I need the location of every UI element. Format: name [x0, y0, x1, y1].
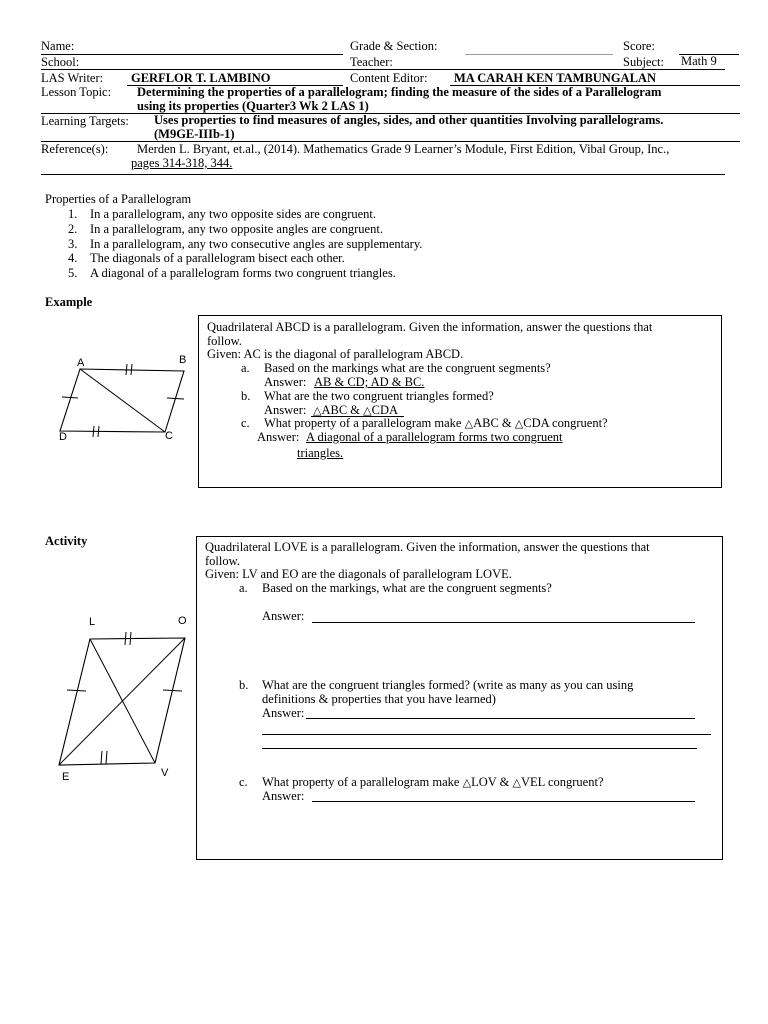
- learning-targets-line2: (M9GE-IIIb-1): [154, 127, 235, 141]
- tick-dc-1: [93, 426, 94, 437]
- las-writer-value: GERFLOR T. LAMBINO: [131, 71, 271, 85]
- vertex-label-c: C: [165, 430, 173, 442]
- activity-given: Given: LV and EO are the diagonals of parallelogram LOVE.: [205, 567, 512, 581]
- activity-qb-text-line1: What are the congruent triangles formed? (write as many as you can using: [262, 678, 634, 692]
- property-text: A diagonal of a parallelogram forms two congruent triangles.: [90, 266, 396, 281]
- example-qb-answer-t2: CDA: [371, 403, 399, 417]
- activity-qa-letter: a.: [239, 581, 248, 595]
- lesson-topic-line2: using its properties (Quarter3 Wk 2 LAS 1): [137, 99, 369, 113]
- lesson-topic-line1: Determining the properties of a parallelogram; finding the measure of the sides of a Parallelogram: [137, 85, 662, 99]
- vertex-label-e: E: [62, 771, 70, 783]
- example-intro-line2: follow.: [207, 334, 242, 348]
- example-qb-answer-label: Answer:: [264, 403, 307, 417]
- content-editor-label: Content Editor:: [350, 71, 428, 85]
- example-qa-answer: AB & CD; AD & BC.: [314, 375, 425, 389]
- property-text: The diagonals of a parallelogram bisect each other.: [90, 251, 345, 266]
- activity-qb-answer-field-1[interactable]: [306, 718, 695, 719]
- property-number: 2.: [68, 221, 78, 236]
- school-label: School:: [41, 55, 80, 69]
- activity-qb-answer-field-2[interactable]: [262, 734, 711, 735]
- example-qb-text: What are the two congruent triangles formed?: [264, 389, 494, 403]
- activity-qc-answer-label: Answer:: [262, 789, 305, 803]
- example-qc-answer-line1: A diagonal of a parallelogram forms two congruent: [306, 430, 563, 444]
- tick-lo-2: [130, 632, 131, 645]
- example-qc-answer-line2: triangles.: [297, 446, 344, 460]
- grade-section-label: Grade & Section:: [350, 39, 438, 53]
- properties-title: Properties of a Parallelogram: [45, 192, 192, 206]
- diagonal-eo: [59, 638, 185, 765]
- example-qc-text-pre: What property of a parallelogram make: [264, 416, 462, 430]
- property-number: 1.: [68, 207, 78, 221]
- name-line: [41, 54, 343, 55]
- tick-ev-2: [106, 751, 107, 764]
- property-text: In a parallelogram, any two consecutive angles are supplementary.: [90, 236, 423, 251]
- vertex-label-a: A: [77, 357, 85, 369]
- las-writer-label: LAS Writer:: [41, 71, 104, 85]
- tick-le: [67, 690, 86, 691]
- property-number: 5.: [68, 266, 78, 281]
- example-qa-text: Based on the markings what are the congruent segments?: [264, 361, 551, 375]
- activity-qc-letter: c.: [239, 775, 248, 789]
- example-qc-letter: c.: [241, 416, 250, 430]
- activity-qc-t2: VEL congruent?: [521, 775, 604, 789]
- parallelogram-love-figure: [52, 620, 202, 780]
- tick-dc-2: [98, 426, 99, 437]
- tick-ov: [163, 690, 182, 691]
- example-qc-amp: &: [501, 416, 512, 430]
- property-text: In a parallelogram, any two opposite angles are congruent.: [90, 221, 383, 236]
- activity-qa-answer-field[interactable]: [312, 622, 695, 623]
- vertex-label-l: L: [89, 616, 96, 628]
- triangle-icon: △: [514, 418, 524, 430]
- reference-line1: Merden L. Bryant, et.al., (2014). Mathematics Grade 9 Learner’s Module, First Edition, Vibal Group, Inc.,: [137, 142, 670, 156]
- example-heading: Example: [45, 295, 93, 309]
- example-qb-answer-t1: ABC: [321, 403, 348, 417]
- property-number: 3.: [68, 236, 78, 251]
- subject-label: Subject:: [623, 55, 664, 69]
- grade-section-line: [465, 54, 613, 55]
- activity-qa-answer-label: Answer:: [262, 609, 305, 623]
- property-text: In a parallelogram, any two opposite sides are congruent.: [90, 207, 377, 221]
- activity-qc-t1: LOV: [471, 775, 497, 789]
- tick-ev-1: [101, 751, 102, 764]
- activity-qc-text: [262, 775, 604, 790]
- activity-qc-text-pre: What property of a parallelogram make: [262, 775, 460, 789]
- tick-ab-1: [126, 364, 127, 375]
- activity-qb-answer-label: Answer:: [262, 706, 305, 720]
- activity-qb-letter: b.: [239, 678, 249, 692]
- activity-heading: Activity: [45, 534, 88, 548]
- example-qc-t2: CDA congruent?: [523, 416, 608, 430]
- example-given: Given: AC is the diagonal of parallelogram ABCD.: [207, 347, 464, 361]
- example-qb-answer-amp: &: [350, 403, 361, 417]
- vertex-label-v: V: [161, 767, 169, 779]
- tick-bc: [167, 398, 184, 399]
- example-qc-t1: ABC: [473, 416, 499, 430]
- activity-qc-amp: &: [499, 775, 510, 789]
- triangle-icon: △: [512, 777, 521, 789]
- reference-line2: pages 314-318, 344.: [131, 156, 233, 170]
- triangle-icon: △: [313, 405, 322, 417]
- activity-qb-answer-field-3[interactable]: [262, 748, 697, 749]
- learning-targets-label: Learning Targets:: [41, 114, 129, 128]
- vertex-label-b: B: [179, 354, 187, 366]
- activity-intro-line1: Quadrilateral LOVE is a parallelogram. Given the information, answer the questions that: [205, 540, 650, 554]
- tick-lo-1: [125, 632, 126, 645]
- diagonal-ac: [80, 369, 165, 432]
- example-qc-text: [264, 416, 608, 431]
- parallelogram-abcd-figure: [54, 354, 200, 446]
- example-qb-letter: b.: [241, 389, 251, 403]
- reference-line: [41, 174, 725, 175]
- reference-label: Reference(s):: [41, 142, 109, 156]
- activity-qc-answer-field[interactable]: [312, 801, 695, 802]
- content-editor-value: MA CARAH KEN TAMBUNGALAN: [454, 71, 656, 85]
- example-qc-answer-label: Answer:: [257, 430, 300, 444]
- example-intro-line1: Quadrilateral ABCD is a parallelogram. Given the information, answer the questions that: [207, 320, 653, 334]
- activity-qb-text-line2: definitions & properties that you have learned): [262, 692, 496, 706]
- triangle-icon: △: [462, 777, 472, 789]
- example-qa-letter: a.: [241, 361, 250, 375]
- school-row-line: [41, 69, 725, 70]
- triangle-icon: △: [464, 418, 474, 430]
- teacher-label: Teacher:: [350, 55, 393, 69]
- example-qa-answer-label: Answer:: [264, 375, 307, 389]
- vertex-label-o: O: [178, 615, 187, 627]
- tick-ad: [62, 397, 78, 398]
- subject-value: Math 9: [681, 54, 717, 68]
- property-number: 4.: [68, 251, 78, 266]
- score-label: Score:: [623, 39, 655, 53]
- learning-targets-line1: Uses properties to find measures of angles, sides, and other quantities Involving parallelograms.: [154, 113, 664, 127]
- vertex-label-d: D: [59, 431, 67, 443]
- activity-intro-line2: follow.: [205, 554, 240, 568]
- lesson-topic-label: Lesson Topic:: [41, 85, 112, 99]
- tick-ab-2: [131, 364, 132, 375]
- activity-qa-text: Based on the markings, what are the congruent segments?: [262, 581, 552, 595]
- triangle-icon: △: [363, 405, 372, 417]
- name-label: Name:: [41, 39, 75, 53]
